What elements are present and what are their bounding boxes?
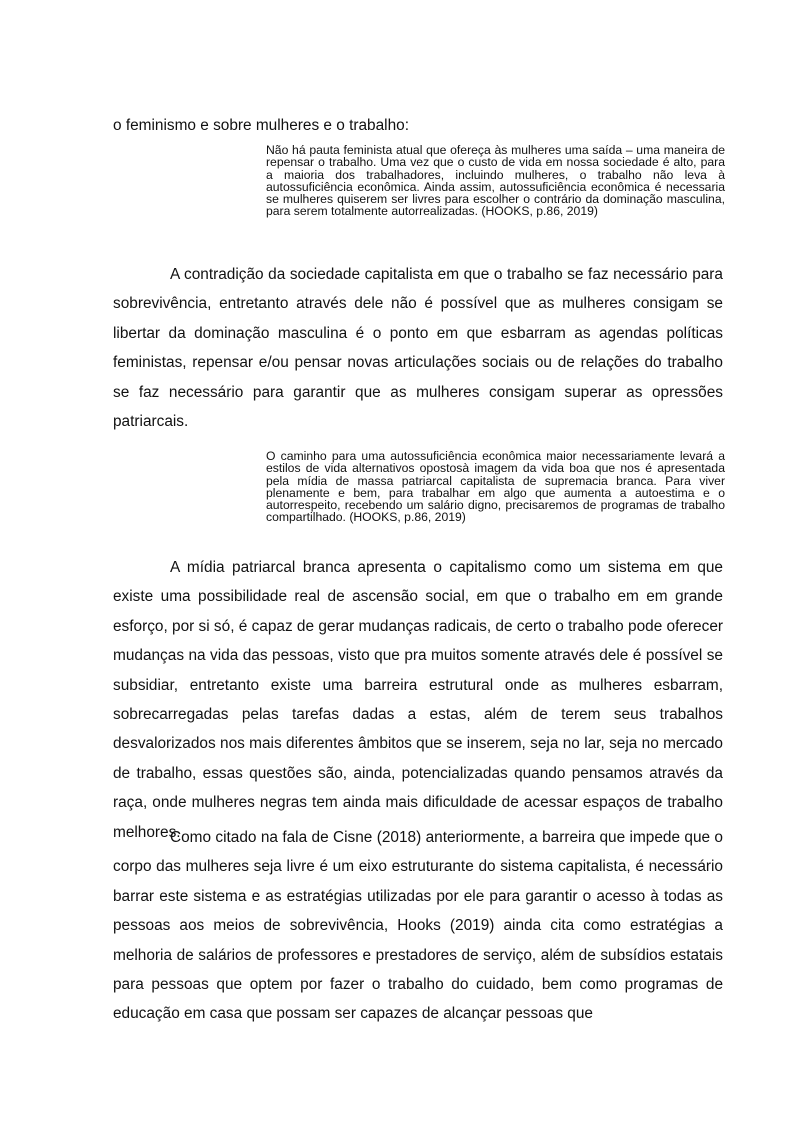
paragraph-1: A contradição da sociedade capitalista em que o trabalho se faz necessário para sobrevivência, entretanto através dele não é possível que as mulheres consigam se libertar da dominação masculina é o ponto em que esbarram as agendas políticas feministas, repensar e/ou pensar novas articulações sociais ou de relações do trabalho se faz necessário para garantir que as mulheres consigam superar as opressões patriarcais. <box>113 266 723 431</box>
paragraph-3: Como citado na fala de Cisne (2018) anteriormente, a barreira que impede que o corpo das mulheres seja livre é um eixo estruturante do sistema capitalista, é necessário barrar este sistema e as estratégias utilizadas por ele para garantir o acesso à todas as pessoas aos meios de sobrevivência, Hooks (2019) ainda cita como estratégias a melhoria de salários de professores e prestadores de serviço, além de subsídios estatais para pessoas que optem por fazer o trabalho do cuidado, bem como programas de educação em casa que possam ser capazes de alcançar pessoas que <box>113 829 723 1023</box>
paragraph-2: A mídia patriarcal branca apresenta o capitalismo como um sistema em que existe uma possibilidade real de ascensão social, em que o trabalho em em grande esforço, por si só, é capaz de gerar mudanças radicais, de certo o trabalho pode oferecer mudanças na vida das pessoas, visto que pra muitos somente através dele é possível se subsidiar, entretanto existe uma barreira estrutural onde as mulheres esbarram, sobrecarregadas pelas tarefas dadas a estas, além de terem seus trabalhos desvalorizados nos mais diferentes âmbitos que se inserem, seja no lar, seja no mercado de trabalho, essas questões são, ainda, potencializadas quando pensamos através da raça, onde mulheres negras tem ainda mais dificuldade de acessar espaços de trabalho melhores. <box>113 559 723 841</box>
block-quote-1: Não há pauta feminista atual que ofereça às mulheres uma saída – uma maneira de repensar o trabalho. Uma vez que o custo de vida em nossa sociedade é alto, para a maioria dos trabalhadores, incluindo mulheres, o trabalho não leva à autossuficiência econômica. Ainda assim, autossuficiência econômica é necessaria se mulheres quiserem ser livres para escolher o contrário da dominação masculina, para serem totalmente autorrealizadas. (HOOKS, p.86, 2019) <box>266 143 725 219</box>
lead-line: o feminismo e sobre mulheres e o trabalho: <box>113 117 409 134</box>
block-quote-2: O caminho para uma autossuficiência econômica maior necessariamente levará a estilos de vida alternativos opostosà imagem da vida boa que nos é apresentada pela mídia de massa patriarcal capitalista de supremacia branca. Para viver plenamente e bem, para trabalhar em algo que aumenta a autoestima e o autorrespeito, recebendo um salário digno, precisaremos de programas de trabalho compartilhado. (HOOKS, p.86, 2019) <box>266 449 725 525</box>
